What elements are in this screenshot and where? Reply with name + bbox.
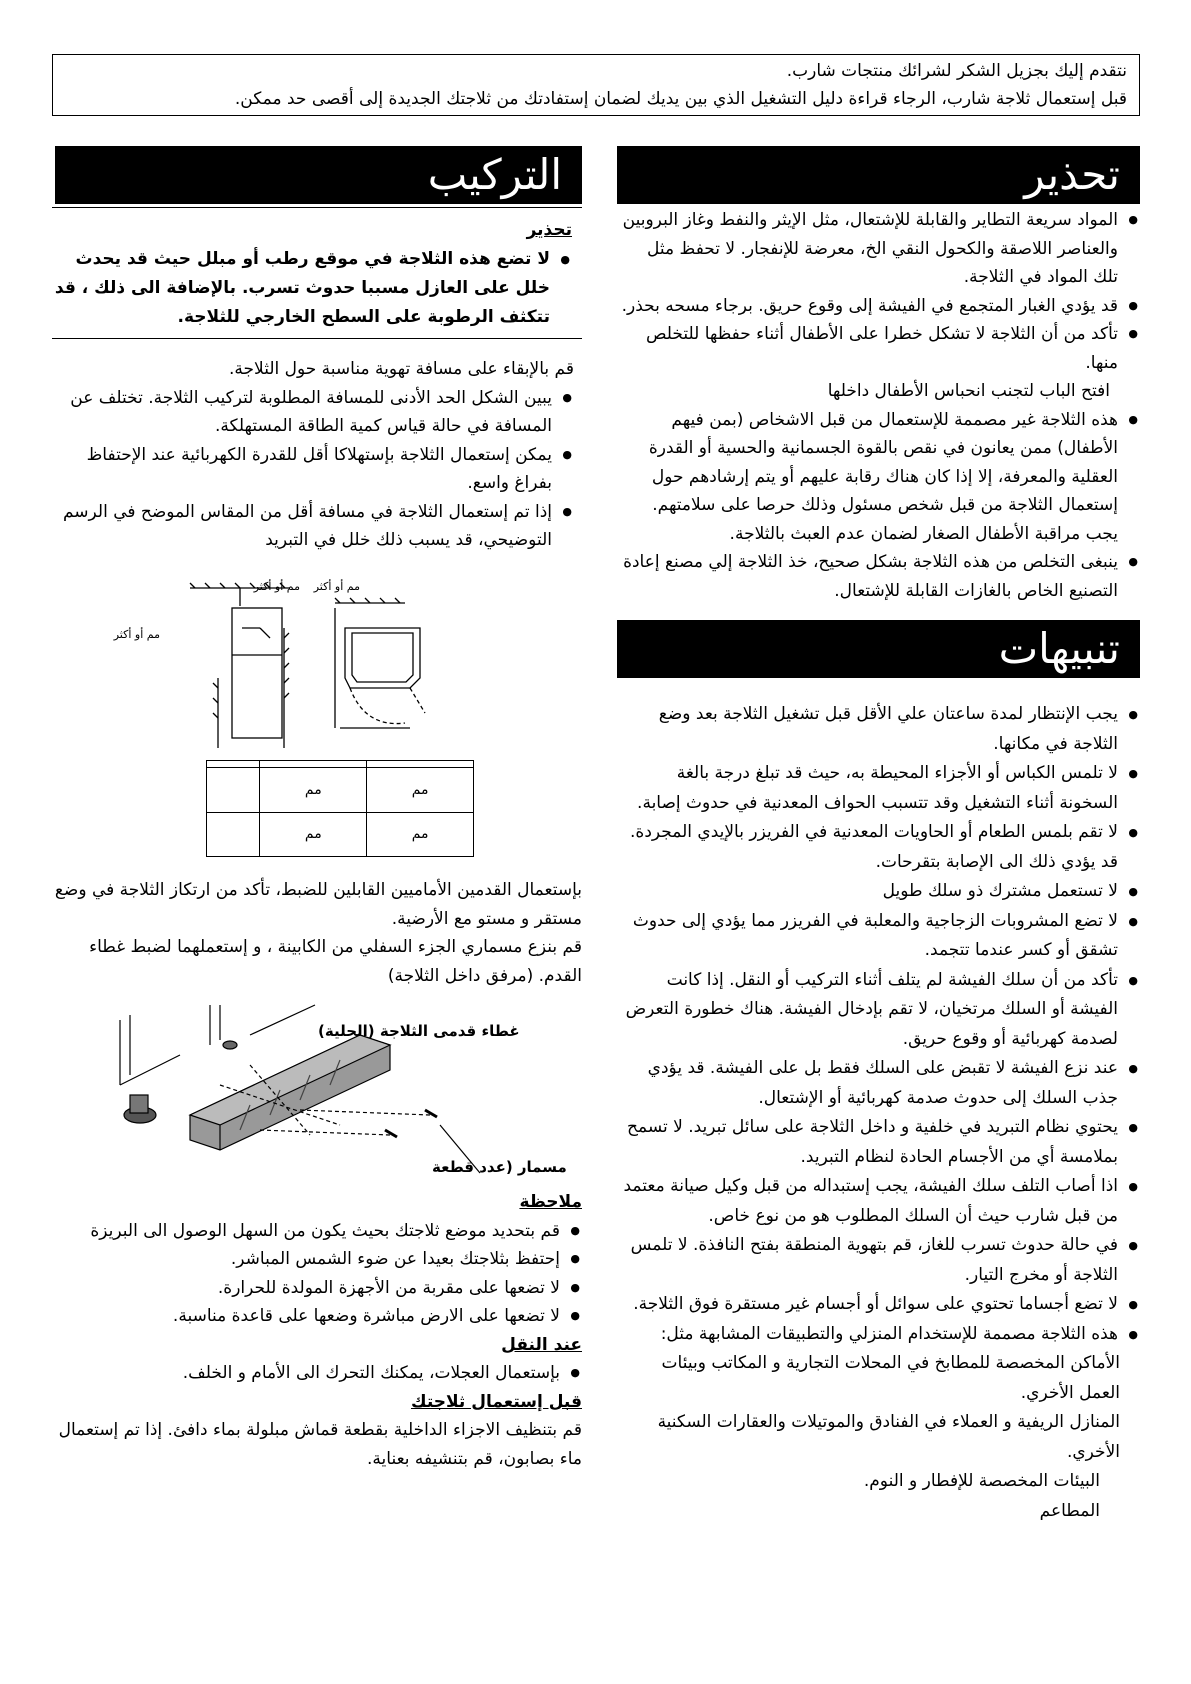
note-title: ملاحظة bbox=[519, 1192, 582, 1212]
table-row bbox=[207, 768, 474, 812]
list-item-text: تأكد من أن الثلاجة لا تشكل خطرا على الأطفال أثناء حفظها للتخلص منها. bbox=[645, 324, 1118, 373]
list-item: ● عند نزع الفيشة لا تقبض على السلك فقط بل على الفيشة. قد يؤدي جذب السلك إلى حدوث صدمة كهربائية أو الإشتعال. bbox=[617, 1054, 1140, 1113]
list-item: ● لا تلمس الكباس أو الأجزاء المحيطة به، حيث قد تبلغ درجة بالغة السخونة أثناء التشغيل وقد تتسبب الحواف المعدنية في حدوث إصابة. bbox=[617, 759, 1140, 818]
use-item: المنازل الريفية و العملاء في الفنادق والموتيلات والعقارات السكنية الأخري. bbox=[657, 1412, 1120, 1462]
table-cell bbox=[367, 761, 474, 768]
list-item: ● المواد سريعة التطاير والقابلة للإشتعال، مثل الإيثر والنفط وغاز البروبين والعناصر اللاصقة والكحول النقي الخ، معرضة للإنفجار. لا تحفظ مثل تلك المواد في الثلاجة. bbox=[617, 206, 1140, 292]
diagram-label-top-left: مم أو أكثر bbox=[313, 580, 360, 593]
fridge-top-view bbox=[335, 598, 425, 728]
intro-line-1: نتقدم إليك بجزيل الشكر لشرائك منتجات شارب. bbox=[786, 61, 1127, 81]
list-item: ● ينبغى التخلص من هذه الثلاجة بشكل صحيح، خذ الثلاجة إلي مصنع إعادة التصنيع الخاص بالغازات القابلة للإشتعال. bbox=[617, 548, 1140, 605]
list-item: ● هذه الثلاجة غير مصممة للإستعمال من قبل الاشخاص (بمن فيهم الأطفال) ممن يعانون في نقص بالقوة الجسمانية والحسية أو القدرة العقلية والمعرفة، إلا إذا كان هناك رقابة عليهم أو يتم إرشادهم حول إستعمال الثلاجة من قبل شخص مسئول وذلك حرصا على سلامتهم. يجب مراقبة الأطفال الصغار لضمان عدم العبث بالثلاجة. bbox=[617, 406, 1140, 549]
list-item: ● يحتوي نظام التبريد في خلفية و داخل الثلاجة على سائل تبريد. لا تسمح بملامسة أي من الأجسام الحادة لنظام التبريد. bbox=[617, 1113, 1140, 1172]
feet-section bbox=[52, 876, 582, 990]
table-cell bbox=[207, 768, 260, 812]
feet-text-2: قم بنزع مسماري الجزء السفلي من الكابينة ، و إستعملهما لضبط غطاء القدم. (مرفق داخل الثلاجة) bbox=[89, 937, 582, 986]
feet-text-1: بإستعمال القدمين الأماميين القابلين للضبط، تأكد من ارتكاز الثلاجة في وضع مستقر و مستو مع الأرضية. bbox=[54, 880, 582, 929]
installation-warning-title: تحذير bbox=[526, 220, 572, 240]
intro-box bbox=[52, 54, 1140, 116]
list-item: ● في حالة حدوث تسرب للغاز، قم بتهوية المنطقة بفتح النافذة. لا تلمس الثلاجة أو مخرج التيار. bbox=[617, 1231, 1140, 1290]
list-item: ● لا تضع أجساما تحتوي على سوائل أو أجسام غير مستقرة فوق الثلاجة. bbox=[617, 1290, 1140, 1320]
warning-section bbox=[617, 206, 1140, 605]
table-cell: مم bbox=[260, 768, 367, 812]
diagram-label-side: مم أو أكثر bbox=[113, 628, 160, 641]
use-item: المطاعم bbox=[1039, 1500, 1100, 1521]
ventilation-text: قم بالإبقاء على مسافة تهوية مناسبة حول الثلاجة. bbox=[229, 359, 574, 379]
before-use-text: قم بتنظيف الاجزاء الداخلية بقطعة قماش مبلولة بماء دافئ. إذا تم إستعمال ماء بصابون، قم بتنشيفه بعناية. bbox=[58, 1420, 582, 1469]
list-item: ● لا تضعها على مقربة من الأجهزة المولدة للحرارة. bbox=[52, 1274, 582, 1303]
list-item: ● لا تستعمل مشترك ذو سلك طويل bbox=[617, 877, 1140, 907]
intro-line-2: قبل إستعمال ثلاجة شارب، الرجاء قراءة دليل التشغيل الذي بين يديك لضمان إستفادتك من ثلاجتك الجديدة إلى أقصى حد ممكن. bbox=[234, 89, 1127, 109]
sub-line: افتح الباب لتجنب انحباس الأطفال داخلها bbox=[827, 381, 1110, 401]
diagram-label-top-right: مم أو أكثر bbox=[253, 580, 300, 593]
table-cell: مم bbox=[260, 812, 367, 857]
notices-header: تنبيهات bbox=[617, 620, 1140, 678]
installation-warning bbox=[52, 207, 582, 339]
table-cell: مم bbox=[367, 812, 474, 857]
table-cell bbox=[207, 812, 260, 857]
installation-header: التركيب bbox=[55, 146, 582, 204]
installation-warning-text: ● لا تضع هذه الثلاجة في موقع رطب أو مبلل حيث قد يحدث خلل على العازل مسببا حدوث تسرب. بالإضافة الى ذلك ، قد تتكثف الرطوبة على السطح الخارجي للثلاجة. bbox=[52, 245, 572, 332]
list-item: ● اذا أصاب التلف سلك الفيشة، يجب إستبداله من قبل وكيل صيانة معتمد من قبل شارب حيث أن السلك المطلوب هو من نوع خاص. bbox=[617, 1172, 1140, 1231]
table-cell: مم bbox=[367, 768, 474, 812]
list-item bbox=[617, 320, 1140, 406]
table-row bbox=[207, 761, 474, 768]
list-item: ● لا تقم بلمس الطعام أو الحاويات المعدنية في الفريزر بالإيدي المجردة. قد يؤدي ذلك الى الإصابة بتقرحات. bbox=[617, 818, 1140, 877]
list-item: ● قم بتحديد موضع ثلاجتك بحيث يكون من السهل الوصول الى البريزة bbox=[52, 1217, 582, 1246]
ventilation-section bbox=[52, 355, 574, 555]
table-row bbox=[207, 812, 474, 857]
dimensions-table bbox=[206, 760, 474, 857]
clearance-diagram bbox=[113, 578, 490, 748]
list-item: ● لا تضعها على الارض مباشرة وضعها على قاعدة مناسبة. bbox=[52, 1302, 582, 1331]
list-item: ● يمكن إستعمال الثلاجة بإستهلاكا أقل للقدرة الكهربائية عند الإحتفاظ بفراغ واسع. bbox=[52, 441, 574, 498]
table-cell bbox=[207, 761, 260, 768]
foot-cover-label: غطاء قدمى الثلاجة (الحلية) bbox=[318, 1022, 520, 1040]
table-cell bbox=[260, 761, 367, 768]
list-item: ● لا تضع المشروبات الزجاجية والمعلبة في الفريزر مما يؤدي إلى حدوث تشقق أو كسر عندما تتجمد. bbox=[617, 907, 1140, 966]
list-item: ● بإستعمال العجلات، يمكنك التحرك الى الأمام و الخلف. bbox=[52, 1359, 582, 1388]
list-item: ● هذه الثلاجة مصممة للإستخدام المنزلي والتطبيقات المشابهة مثل: bbox=[617, 1320, 1140, 1350]
list-item: ● تأكد من أن سلك الفيشة لم يتلف أثناء التركيب أو النقل. إذا كانت الفيشة أو السلك مرتخيان، لا تقم بإدخال الفيشة. هناك خطورة التعرض لصدمة كهربائية أو وقوع حريق. bbox=[617, 966, 1140, 1055]
screw-label: مسمار (عدد قطعة bbox=[432, 1158, 567, 1176]
use-item: البيئات المخصصة للإفطار و النوم. bbox=[863, 1471, 1100, 1491]
list-item: ● إحتفظ بثلاجتك بعيدا عن ضوء الشمس المباشر. bbox=[52, 1245, 582, 1274]
note-section bbox=[52, 1188, 582, 1473]
list-item: ● يجب الإنتظار لمدة ساعتان علي الأقل قبل تشغيل الثلاجة بعد وضع الثلاجة في مكانها. bbox=[617, 700, 1140, 759]
fridge-front-view bbox=[190, 583, 290, 748]
list-item: ● يبين الشكل الحد الأدنى للمسافة المطلوبة لتركيب الثلاجة. تختلف عن المسافة في حالة قياس كمية الطاقة المستهلكة. bbox=[52, 384, 574, 441]
list-item: ● إذا تم إستعمال الثلاجة في مسافة أقل من المقاس الموضح في الرسم التوضيحي، قد يسبب ذلك خلل في التبريد bbox=[52, 498, 574, 555]
use-item: الأماكن المخصصة للمطابخ في المحلات التجارية و المكاتب وبيئات العمل الأخري. bbox=[661, 1353, 1120, 1403]
list-item: ● قد يؤدي الغبار المتجمع في الفيشة إلى وقوع حريق. برجاء مسحه بحذر. bbox=[617, 292, 1140, 321]
notices-section bbox=[617, 700, 1140, 1526]
transport-title: عند النقل bbox=[501, 1334, 582, 1355]
before-use-title: قبل إستعمال ثلاجتك bbox=[410, 1391, 582, 1412]
warning-header: تحذير bbox=[617, 146, 1140, 204]
